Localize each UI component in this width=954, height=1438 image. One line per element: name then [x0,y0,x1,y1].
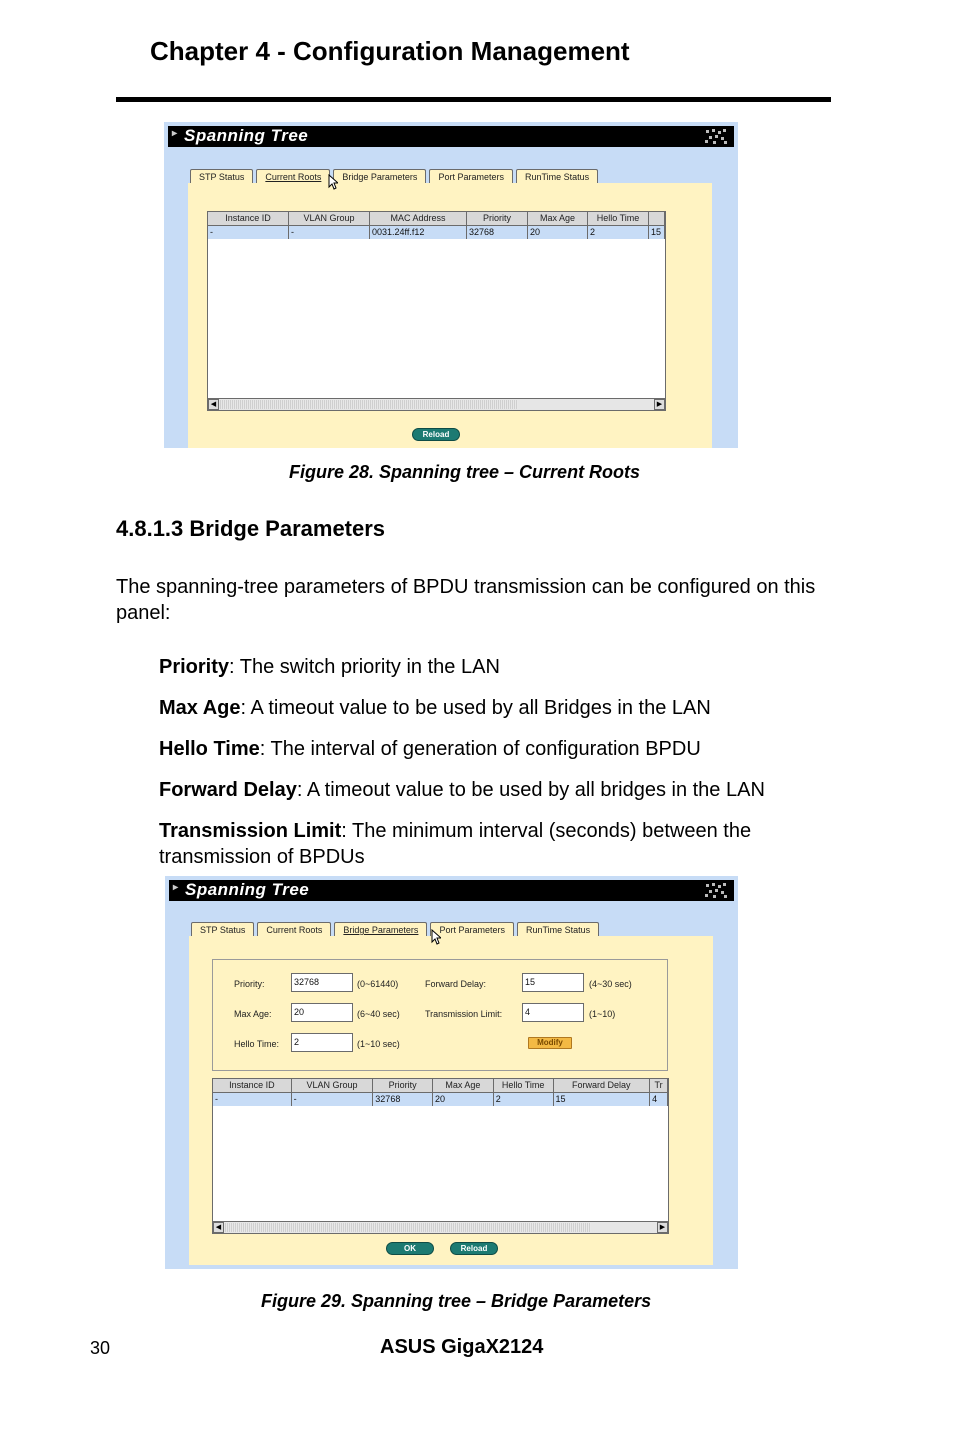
col-priority[interactable]: Priority [467,212,528,225]
priority-input[interactable]: 32768 [291,973,353,992]
term-desc: : A timeout value to be used by all bridges in the LAN [296,779,765,801]
transmission-limit-input[interactable]: 4 [522,1003,584,1022]
bridge-parameters-form [212,959,668,1071]
term-forward-delay [159,777,839,803]
col-vlan-group[interactable]: VLAN Group [292,1079,374,1092]
term-label: Max Age [159,697,241,719]
section-intro: The spanning-tree parameters of BPDU transmission can be configured on this panel: [116,576,816,624]
max-age-input[interactable]: 20 [291,1003,353,1022]
cell-max-age: 20 [433,1093,494,1106]
col-extra[interactable] [649,212,665,225]
brand-logo-icon [704,128,728,145]
window-title: Spanning Tree [185,880,310,899]
tab-runtime-status[interactable]: RunTime Status [516,169,598,183]
tab-port-parameters[interactable]: Port Parameters [429,169,513,183]
horizontal-scrollbar[interactable] [213,1221,668,1233]
figure-bridge-parameters [165,876,738,1269]
cell-instance-id: - [208,226,289,239]
forward-delay-label: Forward Delay: [425,979,487,989]
figure28-caption: Figure 28. Spanning tree – Current Roots [289,462,641,482]
term-label: Forward Delay [159,779,297,801]
figure-current-roots [164,122,738,448]
chapter-title: Chapter 4 - Configuration Management [150,36,630,66]
tab-current-roots[interactable]: Current Roots [256,169,330,183]
tab-bar [191,922,602,936]
col-transmission-limit[interactable]: Tr [650,1079,668,1092]
term-max-age [159,695,839,721]
max-age-range: (6~40 sec) [357,1009,400,1019]
roots-table [207,211,666,411]
table-row[interactable] [213,1093,668,1106]
term-priority [159,654,839,680]
tab-bar [190,169,601,183]
transmission-limit-range: (1~10) [589,1009,616,1019]
table-header [213,1079,668,1093]
cell-mac-address: 0031.24ff.f12 [370,226,467,239]
col-hello-time[interactable]: Hello Time [494,1079,554,1092]
forward-delay-input[interactable]: 15 [522,973,584,992]
scroll-left-icon[interactable]: ◀ [213,1222,224,1233]
ok-button[interactable]: OK [386,1242,434,1255]
scroll-right-icon[interactable]: ▶ [657,1222,668,1233]
col-mac-address[interactable]: MAC Address [370,212,467,225]
tab-port-parameters[interactable]: Port Parameters [430,922,514,936]
max-age-label: Max Age: [234,1009,272,1019]
col-instance-id[interactable]: Instance ID [208,212,289,225]
tab-runtime-status[interactable]: RunTime Status [517,922,599,936]
col-vlan-group[interactable]: VLAN Group [289,212,370,225]
window-titlebar [168,126,734,147]
term-label: Hello Time [159,738,260,760]
col-forward-delay[interactable]: Forward Delay [554,1079,651,1092]
bridge-table [212,1078,669,1234]
window-menu-icon[interactable]: ▸ [172,128,178,139]
hello-time-range: (1~10 sec) [357,1039,400,1049]
section-heading: 4.8.1.3 Bridge Parameters [116,516,386,541]
col-instance-id[interactable]: Instance ID [213,1079,292,1092]
window-titlebar [169,880,734,901]
page-number: 30 [90,1338,111,1358]
cell-max-age: 20 [528,226,588,239]
hello-time-label: Hello Time: [234,1039,280,1049]
cell-priority: 32768 [467,226,528,239]
cell-transmission-limit: 4 [650,1093,668,1106]
tab-bridge-parameters[interactable]: Bridge Parameters [333,169,426,183]
table-header [208,212,665,226]
tab-stp-status[interactable]: STP Status [190,169,253,183]
scroll-thumb[interactable] [225,1223,591,1232]
table-row[interactable] [208,226,665,239]
term-label: Priority [159,656,230,678]
window-menu-icon[interactable]: ▸ [173,882,179,893]
hello-time-input[interactable]: 2 [291,1033,353,1052]
priority-label: Priority: [234,979,265,989]
tab-bridge-parameters[interactable]: Bridge Parameters [334,922,427,936]
col-priority[interactable]: Priority [373,1079,433,1092]
footer-product: ASUS GigaX2124 [380,1336,544,1358]
reload-button[interactable]: Reload [450,1242,498,1255]
term-desc: : A timeout value to be used by all Bridges in the LAN [240,697,711,719]
brand-logo-icon [704,882,728,899]
term-desc: : The interval of generation of configuration BPDU [259,738,701,760]
cell-extra: 15 [649,226,665,239]
term-transmission-limit [159,818,819,870]
term-label: Transmission Limit [159,820,342,842]
transmission-limit-label: Transmission Limit: [425,1009,503,1019]
priority-range: (0~61440) [357,979,399,989]
window-title: Spanning Tree [184,126,309,145]
figure29-caption: Figure 29. Spanning tree – Bridge Parameters [261,1291,652,1311]
reload-button[interactable]: Reload [412,428,460,441]
term-hello-time [159,736,839,762]
tab-current-roots[interactable]: Current Roots [257,922,331,936]
mouse-cursor-icon [431,929,441,945]
col-max-age[interactable]: Max Age [433,1079,494,1092]
cell-forward-delay: 15 [554,1093,651,1106]
mouse-cursor-icon [328,174,338,190]
forward-delay-range: (4~30 sec) [589,979,632,989]
scroll-right-icon[interactable]: ▶ [654,399,665,410]
scroll-left-icon[interactable]: ◀ [208,399,219,410]
horizontal-scrollbar[interactable] [208,398,665,410]
cell-priority: 32768 [373,1093,433,1106]
term-desc: : The minimum interval (seconds) between the transmission of BPDUs [159,820,752,868]
modify-button[interactable]: Modify [528,1037,572,1049]
cell-vlan-group: - [292,1093,374,1106]
cell-instance-id: - [213,1093,292,1106]
scroll-thumb[interactable] [220,400,518,409]
col-hello-time[interactable]: Hello Time [588,212,649,225]
tab-stp-status[interactable]: STP Status [191,922,254,936]
cell-hello-time: 2 [588,226,649,239]
cell-vlan-group: - [289,226,370,239]
term-desc: : The switch priority in the LAN [229,656,500,678]
cell-hello-time: 2 [494,1093,554,1106]
header-rule [116,97,831,102]
col-max-age[interactable]: Max Age [528,212,588,225]
